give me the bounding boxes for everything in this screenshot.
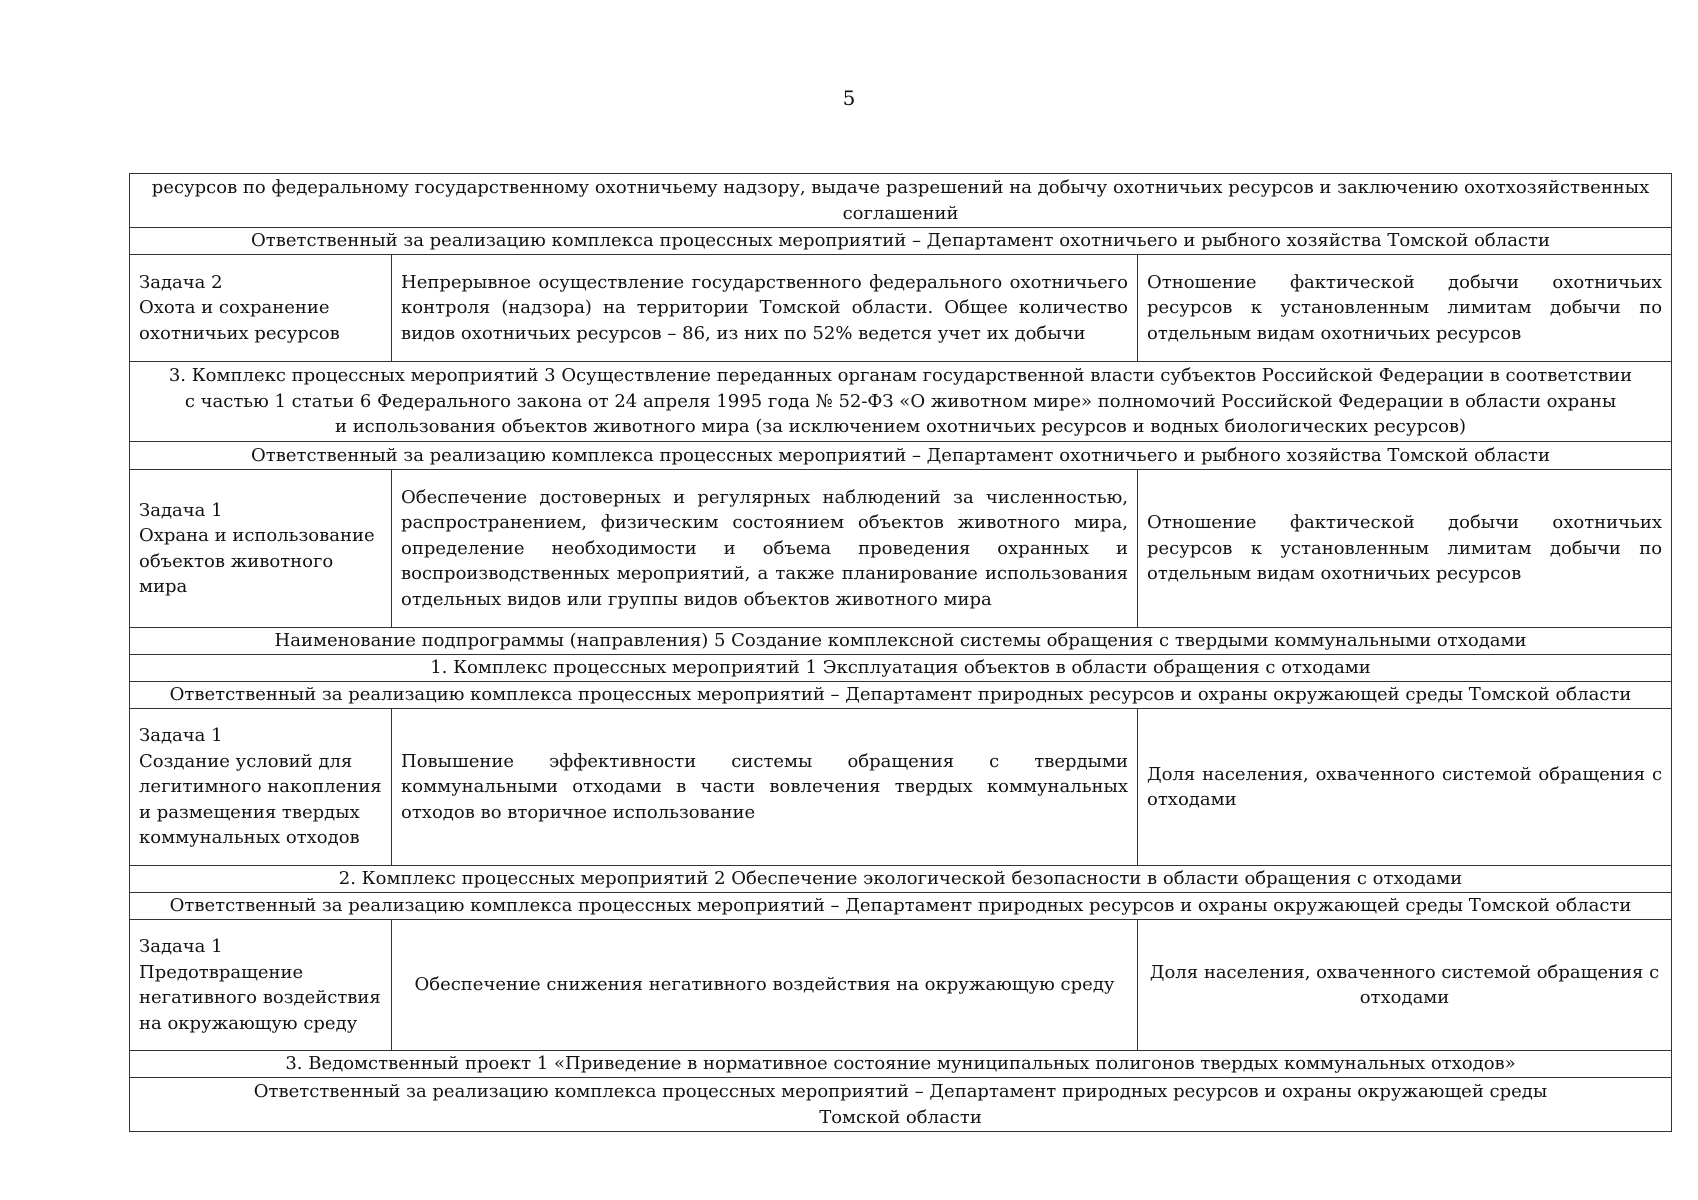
responsible-row: Ответственный за реализацию комплекса процессных мероприятий – Департамент природных ресурсов и охраны окружающей среды Томской области <box>130 682 1672 709</box>
task-number: Задача 1 <box>139 725 223 747</box>
table-row <box>130 920 1672 1051</box>
table-row <box>130 893 1672 920</box>
table-row <box>130 442 1672 470</box>
table-row <box>130 228 1672 255</box>
complex-heading <box>130 362 1672 442</box>
table-row <box>130 655 1672 682</box>
responsible-row: Ответственный за реализацию комплекса процессных мероприятий – Департамент охотничьего и рыбного хозяйства Томской области <box>130 442 1672 470</box>
task-cell <box>130 470 392 628</box>
table-row <box>130 362 1672 442</box>
indicator-cell: Доля населения, охваченного системой обращения с отходами <box>1138 709 1672 866</box>
table-row <box>130 866 1672 893</box>
task-number: Задача 2 <box>139 271 223 293</box>
table-row <box>130 1078 1672 1132</box>
table-row <box>130 709 1672 866</box>
indicator-cell: Отношение фактической добычи охотничьих ресурсов к установленным лимитам добычи по отдельным видам охотничьих ресурсов <box>1138 255 1672 362</box>
task-number: Задача 1 <box>139 936 223 957</box>
responsible-row <box>130 1078 1672 1132</box>
table-row <box>130 682 1672 709</box>
table-row <box>130 470 1672 628</box>
indicator-cell: Доля населения, охваченного системой обращения с отходами <box>1138 920 1672 1051</box>
task-title: на окружающую среду <box>139 1012 358 1034</box>
task-title: Предотвращение негативного воздействия <box>139 961 381 1008</box>
effect-cell: Обеспечение достоверных и регулярных наблюдений за численностью, распространением, физическим состоянием объектов животного мира, определение необходимости и объема проведения охранных и воспроизводственных мероприятий, а также планирование использования отдельных видов или группы видов объектов животного мира <box>392 470 1138 628</box>
table-row <box>130 255 1672 362</box>
program-table <box>129 173 1672 1132</box>
task-title: Охота и сохранение охотничьих ресурсов <box>139 297 340 344</box>
responsible-line: Томской области <box>819 1106 982 1128</box>
indicator-cell: Отношение фактической добычи охотничьих ресурсов к установленным лимитам добычи по отдельным видам охотничьих ресурсов <box>1138 470 1672 628</box>
heading-line: и использования объектов животного мира (за исключением охотничьих ресурсов и водных биологических ресурсов) <box>334 416 1467 438</box>
table-row <box>130 174 1672 228</box>
continuation-text: ресурсов по федеральному государственному охотничьему надзору, выдаче разрешений на добычу охотничьих ресурсов и заключению охотхозяйственных соглашений <box>130 174 1672 228</box>
effect-cell: Повышение эффективности системы обращения с твердыми коммунальными отходами в части вовлечения твердых коммунальных отходов во вторичное использование <box>392 709 1138 866</box>
page-number: 5 <box>842 86 856 110</box>
task-title: Создание условий для легитимного накопления <box>139 750 382 798</box>
responsible-line: Ответственный за реализацию комплекса процессных мероприятий – Департамент природных ресурсов и охраны окружающей среды <box>253 1081 1548 1102</box>
task-title: Охрана и использование объектов животного мира <box>139 525 375 597</box>
table-row <box>130 1051 1672 1078</box>
responsible-row: Ответственный за реализацию комплекса процессных мероприятий – Департамент природных ресурсов и охраны окружающей среды Томской области <box>130 893 1672 920</box>
task-cell <box>130 709 392 866</box>
task-cell <box>130 255 392 362</box>
task-title: и размещения твердых коммунальных отходов <box>139 801 360 849</box>
effect-cell: Непрерывное осуществление государственного федерального охотничьего контроля (надзора) на территории Томской области. Общее количество видов охотничьих ресурсов – 86, из них по 52% ведется учет их добычи <box>392 255 1138 362</box>
subprogram-heading: Наименование подпрограммы (направления) 5 Создание комплексной системы обращения с твердыми коммунальными отходами <box>130 628 1672 655</box>
table-row <box>130 628 1672 655</box>
project-heading: 3. Ведомственный проект 1 «Приведение в нормативное состояние муниципальных полигонов твердых коммунальных отходов» <box>130 1051 1672 1078</box>
effect-cell: Обеспечение снижения негативного воздействия на окружающую среду <box>392 920 1138 1051</box>
complex-heading: 1. Комплекс процессных мероприятий 1 Эксплуатация объектов в области обращения с отходами <box>130 655 1672 682</box>
task-cell <box>130 920 392 1051</box>
complex-heading: 2. Комплекс процессных мероприятий 2 Обеспечение экологической безопасности в области обращения с отходами <box>130 866 1672 893</box>
heading-line: с частью 1 статьи 6 Федерального закона от 24 апреля 1995 года № 52-ФЗ «О животном мире» полномочий Российской Федерации в области охраны <box>184 390 1617 412</box>
responsible-row: Ответственный за реализацию комплекса процессных мероприятий – Департамент охотничьего и рыбного хозяйства Томской области <box>130 228 1672 255</box>
heading-line: 3. Комплекс процессных мероприятий 3 Осуществление переданных органам государственной власти субъектов Российской Федерации в соответствии <box>168 365 1633 387</box>
task-number: Задача 1 <box>139 499 223 521</box>
